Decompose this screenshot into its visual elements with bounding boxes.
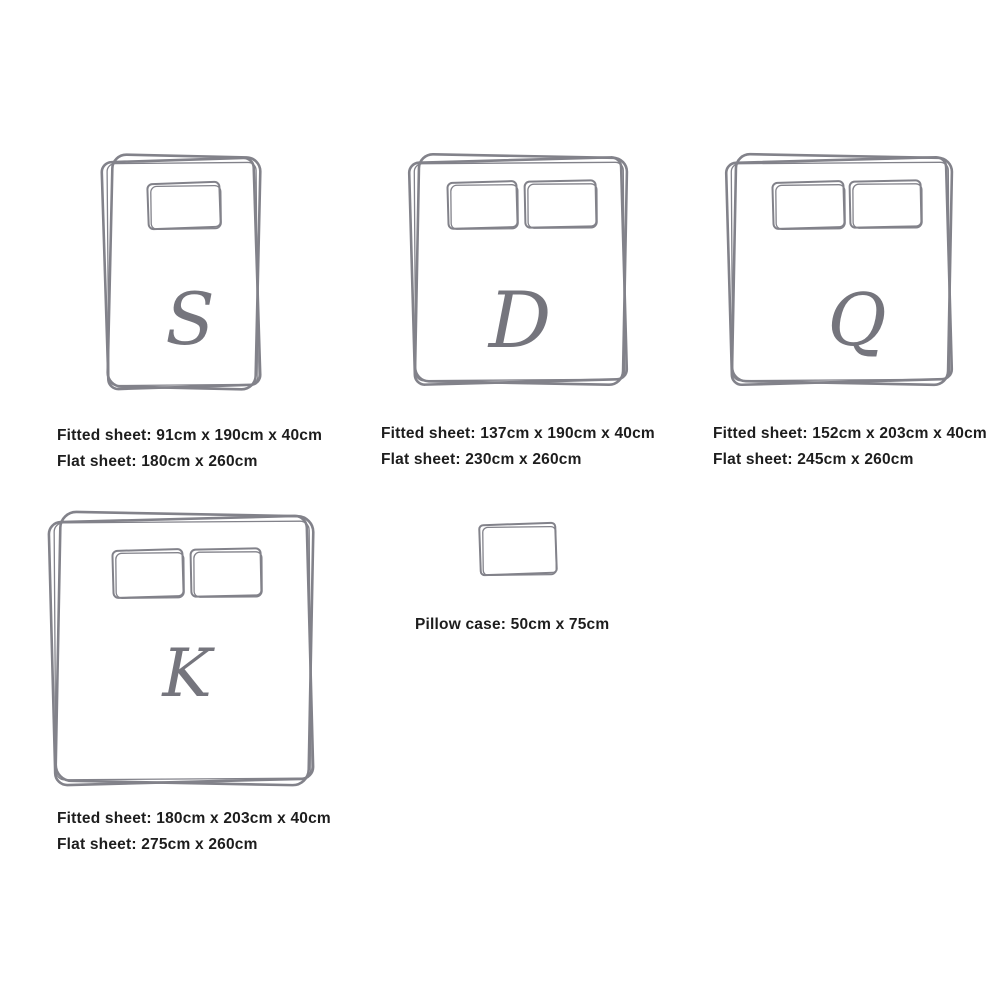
flat-sheet-size-double: Flat sheet: 230cm x 260cm <box>381 451 582 468</box>
pillow-case-outline <box>479 523 557 576</box>
flat-sheet-size-queen: Flat sheet: 245cm x 260cm <box>713 451 914 468</box>
bed-letter-double: D <box>488 276 552 366</box>
pillow-case-sketch <box>474 516 564 584</box>
queen-bed-sketch <box>721 147 961 394</box>
bed-diagram-double <box>404 147 636 394</box>
pillow-icon-right <box>525 180 598 228</box>
bed-letter-queen: Q <box>827 278 887 362</box>
bed-letter-king: K <box>162 635 212 712</box>
pillow-case-diagram <box>474 516 564 584</box>
fitted-sheet-size-double: Fitted sheet: 137cm x 190cm x 40cm <box>381 425 655 442</box>
bed-diagram-king <box>44 504 322 798</box>
double-bed-sketch <box>404 147 636 394</box>
caption-double <box>381 421 655 473</box>
caption-king <box>57 806 331 858</box>
pillow-icon-left <box>112 549 184 598</box>
bed-diagram-single <box>98 147 268 399</box>
king-bed-sketch <box>44 504 322 798</box>
pillow-icon-left <box>447 181 518 229</box>
pillow-icon <box>147 182 221 230</box>
fitted-sheet-size-single: Fitted sheet: 91cm x 190cm x 40cm <box>57 427 323 444</box>
fitted-sheet-size-king: Fitted sheet: 180cm x 203cm x 40cm <box>57 810 331 827</box>
flat-sheet-size-king: Flat sheet: 275cm x 260cm <box>57 836 258 853</box>
fitted-sheet-size-queen: Fitted sheet: 152cm x 203cm x 40cm <box>713 425 987 442</box>
bed-diagram-queen <box>721 147 961 394</box>
caption-single <box>57 423 322 475</box>
caption-pillow-case <box>415 612 609 638</box>
pillow-case-size: Pillow case: 50cm x 75cm <box>415 616 610 633</box>
single-bed-sketch <box>98 147 268 399</box>
bed-letter-single: S <box>165 277 215 361</box>
flat-sheet-size-single: Flat sheet: 180cm x 260cm <box>57 453 258 470</box>
pillow-icon-left <box>772 181 845 229</box>
pillow-icon-right <box>850 180 923 228</box>
caption-queen <box>713 421 987 473</box>
pillow-icon-right <box>191 548 263 597</box>
